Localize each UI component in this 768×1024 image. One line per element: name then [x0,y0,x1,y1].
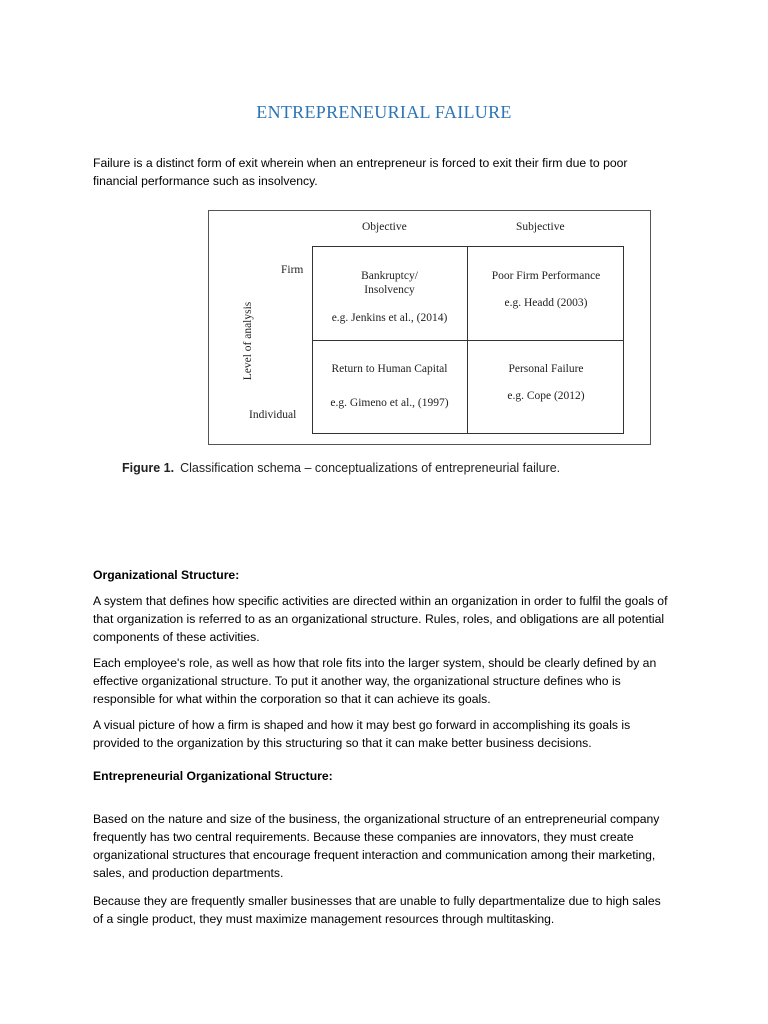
figure-caption-label: Figure 1. [122,461,175,475]
section-heading-entrepreneurial-organizational-structure: Entrepreneurial Organizational Structure: [93,769,333,783]
cell-individual-objective-label: Return to Human Capital [331,363,448,375]
cell-firm-objective-label-2: Insolvency [364,284,415,296]
section1-paragraph-2: Each employee's role, as well as how that role fits into the larger system, should be clearly defined by an effective organizational structure. To put it another way, the organizational structure defines who is responsible for what within the corporation so that it can achieve its goals. [93,656,657,706]
section1-paragraph-1: A system that defines how specific activities are directed within an organization in order to fulfil the goals of that organization is referred to as an organizational structure. Rules, roles, and obligations are all potential components of these activities. [93,594,668,644]
section1-paragraph-3: A visual picture of how a firm is shaped and how it may best go forward in accomplishing its goals is provided to the organization by this structuring so that it can make better business decisions. [93,718,631,750]
intro-paragraph: Failure is a distinct form of exit wherein when an entrepreneur is forced to exit their firm due to poor financial performance such as insolvency. [93,156,628,188]
section2-paragraph-2: Because they are frequently smaller businesses that are unable to fully departmentalize due to high sales of a single product, they must maximize management resources through multitasking. [93,894,661,926]
axis-label-level-of-analysis: Level of analysis [242,301,254,381]
column-header-objective: Objective [362,221,407,233]
section2-paragraph-1: Based on the nature and size of the business, the organizational structure of an entrepreneurial company frequently has two central requirements. Because these companies are innovators, they must create organizational structures that encourage frequent interaction and communication among their marketing, sales, and production departments. [93,812,660,880]
figure-caption [122,461,560,475]
cell-individual-subjective-ref: e.g. Cope (2012) [507,390,585,402]
cell-firm-objective-label: Bankruptcy/ [361,270,418,282]
section-heading-organizational-structure: Organizational Structure: [93,568,240,582]
column-header-subjective: Subjective [516,221,565,233]
cell-firm-subjective-ref: e.g. Headd (2003) [504,297,588,309]
figure-caption-text: Classification schema – conceptualizations of entrepreneurial failure. [180,461,561,475]
cell-firm-objective-ref: e.g. Jenkins et al., (2014) [331,312,448,324]
cell-individual-objective-ref: e.g. Gimeno et al., (1997) [330,397,449,409]
page-title: ENTREPRENEURIAL FAILURE [256,102,512,122]
cell-firm-subjective-label: Poor Firm Performance [491,270,601,282]
row-header-firm: Firm [281,264,304,276]
row-header-individual: Individual [249,409,297,421]
cell-individual-subjective-label: Personal Failure [508,363,584,375]
figure-grid-horizontal-divider [312,340,624,341]
